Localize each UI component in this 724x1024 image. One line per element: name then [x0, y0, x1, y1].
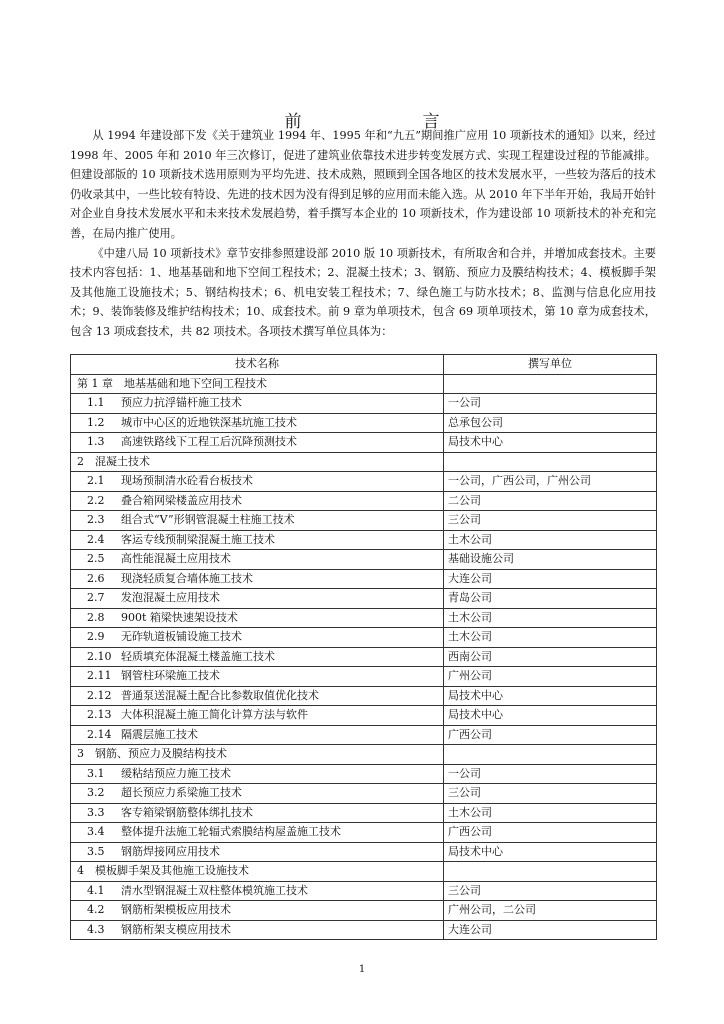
author-unit-cell: 二公司: [444, 491, 657, 511]
author-unit-cell: 土木公司: [444, 530, 657, 550]
tech-number: 2.9: [87, 630, 105, 644]
table-row: [71, 647, 657, 667]
tech-name-cell: [71, 628, 444, 648]
tech-number: 1.1: [87, 396, 105, 410]
author-unit-cell: 基础设施公司: [444, 550, 657, 570]
table-row: [71, 901, 657, 921]
tech-name-cell: [71, 725, 444, 745]
author-unit-cell: 土木公司: [444, 803, 657, 823]
tech-name: 现浇轻质复合墙体施工技术: [121, 571, 253, 585]
header-tech-name: 技术名称: [71, 355, 444, 375]
table-row: [71, 608, 657, 628]
tech-name-cell: [71, 491, 444, 511]
table-row: [71, 569, 657, 589]
author-unit-cell: 土木公司: [444, 608, 657, 628]
tech-name: 叠合箱网梁楼盖应用技术: [121, 493, 242, 507]
tech-name-cell: [71, 862, 444, 882]
table-row: [71, 472, 657, 492]
tech-number: 2.8: [87, 610, 105, 624]
tech-number: 3.1: [87, 766, 105, 780]
author-unit-cell: 广西公司: [444, 725, 657, 745]
tech-number: 2.7: [87, 591, 105, 605]
table-row: [71, 784, 657, 804]
tech-name-cell: [71, 686, 444, 706]
tech-name-cell: [71, 452, 444, 472]
author-unit-cell: 三公司: [444, 511, 657, 531]
tech-name: 发泡混凝土应用技术: [121, 591, 220, 605]
tech-name: 钢筋桁架支模应用技术: [121, 922, 231, 936]
tech-number: 2.13: [87, 708, 112, 722]
tech-name-cell: [71, 608, 444, 628]
chapter-row: [71, 374, 657, 394]
author-unit-cell: [444, 862, 657, 882]
table-row: [71, 686, 657, 706]
tech-name: 大体积混凝土施工简化计算方法与软件: [121, 708, 308, 722]
tech-name-cell: [71, 823, 444, 843]
tech-name-cell: [71, 511, 444, 531]
tech-name: 缓粘结预应力施工技术: [121, 766, 231, 780]
table-row: [71, 667, 657, 687]
table-row: [71, 433, 657, 453]
tech-name: 高速铁路线下工程工后沉降预测技术: [121, 435, 297, 449]
tech-number: 2.1: [87, 474, 105, 488]
tech-number: 2.4: [87, 532, 105, 546]
tech-name: 整体提升法施工轮辐式索膜结构屋盖施工技术: [121, 825, 341, 839]
author-unit-cell: 三公司: [444, 784, 657, 804]
tech-name: 城市中心区的近地铁深基坑施工技术: [121, 415, 297, 429]
chapter-title: 3 钢筋、预应力及膜结构技术: [77, 747, 227, 761]
tech-name-cell: [71, 647, 444, 667]
tech-number: 4.3: [87, 922, 105, 936]
table-row: [71, 803, 657, 823]
tech-name: 轻质填充体混凝土楼盖施工技术: [121, 649, 275, 663]
author-unit-cell: 广州公司，二公司: [444, 901, 657, 921]
table-row: [71, 881, 657, 901]
tech-name-cell: [71, 764, 444, 784]
table-row: [71, 725, 657, 745]
table-row: [71, 628, 657, 648]
author-unit-cell: 一公司: [444, 394, 657, 414]
author-unit-cell: 青岛公司: [444, 589, 657, 609]
tech-name-cell: [71, 433, 444, 453]
author-unit-cell: 总承包公司: [444, 413, 657, 433]
author-unit-cell: 大连公司: [444, 920, 657, 940]
chapter-title: 第 1 章 地基基础和地下空间工程技术: [77, 376, 267, 390]
tech-name-cell: [71, 589, 444, 609]
tech-name-cell: [71, 842, 444, 862]
preface-paragraph-2: 《中建八局 10 项新技术》章节安排参照建设部 2010 版 10 项新技术，有所取舍和合并，并增加成套技术。主要技术内容包括：1、地基基础和地下空间工程技术；2、混凝土技术；3、钢筋、预应力及膜结构技术；4、模板脚手架及其他施工设施技术；5、钢结构技术；6、机电安装工程技术；7、绿色施工与防水技术；8、监测与信息化应用技术；9、装饰装修及维护结构技术；10、成套技术。前 9 章为单项技术，包含 69 项单项技术，第 10 章为成套技术，包含 13 项成套技术，共 82 项技术。各项技术撰写单位具体为：: [70, 246, 656, 338]
tech-name: 客运专线预制梁混凝土施工技术: [121, 532, 275, 546]
tech-number: 3.2: [87, 786, 105, 800]
tech-name-cell: [71, 667, 444, 687]
author-unit-cell: 一公司: [444, 764, 657, 784]
tech-name: 钢筋焊接网应用技术: [121, 844, 220, 858]
chapter-title: 2 混凝土技术: [77, 454, 150, 468]
tech-name-cell: [71, 784, 444, 804]
table-row: [71, 530, 657, 550]
tech-name: 高性能混凝土应用技术: [121, 552, 231, 566]
table-row: [71, 491, 657, 511]
author-unit-cell: 一公司，广西公司，广州公司: [444, 472, 657, 492]
author-unit-cell: 广西公司: [444, 823, 657, 843]
tech-name-cell: [71, 881, 444, 901]
tech-name-cell: [71, 530, 444, 550]
tech-name-cell: [71, 920, 444, 940]
tech-name-cell: [71, 413, 444, 433]
table-row: [71, 842, 657, 862]
author-unit-cell: [444, 745, 657, 765]
tech-number: 2.11: [87, 669, 112, 683]
tech-number: 3.5: [87, 844, 105, 858]
table-row: [71, 511, 657, 531]
tech-name-cell: [71, 803, 444, 823]
tech-name-cell: [71, 374, 444, 394]
table-row: [71, 823, 657, 843]
tech-number: 1.2: [87, 415, 105, 429]
tech-name: 900t 箱梁快速架设技术: [121, 610, 238, 624]
author-unit-cell: 大连公司: [444, 569, 657, 589]
author-unit-cell: 西南公司: [444, 647, 657, 667]
table-row: [71, 413, 657, 433]
tech-number: 2.14: [87, 727, 112, 741]
tech-name-cell: [71, 550, 444, 570]
author-unit-cell: 局技术中心: [444, 433, 657, 453]
tech-name: 客专箱梁钢筋整体绑扎技术: [121, 805, 253, 819]
tech-name: 隔震层施工技术: [121, 727, 198, 741]
tech-name: 钢筋桁架模板应用技术: [121, 903, 231, 917]
tech-name: 清水型钢混凝土双柱整体模筑施工技术: [121, 883, 308, 897]
tech-name-cell: [71, 745, 444, 765]
page-number: 1: [358, 964, 366, 975]
tech-number: 2.5: [87, 552, 105, 566]
author-unit-cell: 广州公司: [444, 667, 657, 687]
preface-body: [70, 126, 656, 342]
table-header-row: [71, 355, 657, 375]
tech-name: 无砟轨道板铺设施工技术: [121, 630, 242, 644]
chapter-row: [71, 862, 657, 882]
tech-name-cell: [71, 706, 444, 726]
tech-name: 超长预应力系梁施工技术: [121, 786, 242, 800]
author-unit-cell: 土木公司: [444, 628, 657, 648]
tech-name-cell: [71, 901, 444, 921]
table-row: [71, 550, 657, 570]
author-unit-cell: 三公司: [444, 881, 657, 901]
tech-number: 3.3: [87, 805, 105, 819]
table-body: [71, 374, 657, 940]
table-row: [71, 764, 657, 784]
table-row: [71, 920, 657, 940]
tech-name: 普通泵送混凝土配合比参数取值优化技术: [121, 688, 319, 702]
author-unit-cell: 局技术中心: [444, 706, 657, 726]
author-unit-cell: 局技术中心: [444, 686, 657, 706]
tech-name: 组合式“V”形钢管混凝土柱施工技术: [121, 513, 295, 527]
author-unit-cell: [444, 452, 657, 472]
tech-name-cell: [71, 569, 444, 589]
author-unit-cell: [444, 374, 657, 394]
chapter-row: [71, 745, 657, 765]
page-title: 前 言: [284, 112, 492, 133]
author-unit-cell: 局技术中心: [444, 842, 657, 862]
table-row: [71, 589, 657, 609]
tech-name-cell: [71, 472, 444, 492]
tech-name: 预应力抗浮锚杆施工技术: [121, 396, 242, 410]
table-row: [71, 706, 657, 726]
chapter-title: 4 模板脚手架及其他施工设施技术: [77, 864, 249, 878]
tech-name: 钢管柱环梁施工技术: [121, 669, 220, 683]
tech-number: 1.3: [87, 435, 105, 449]
tech-number: 3.4: [87, 825, 105, 839]
tech-number: 2.12: [87, 688, 112, 702]
tech-number: 2.6: [87, 571, 105, 585]
tech-name-cell: [71, 394, 444, 414]
table-row: [71, 394, 657, 414]
tech-table: [70, 354, 657, 940]
header-author-unit: 撰写单位: [444, 355, 657, 375]
tech-number: 2.10: [87, 649, 112, 663]
tech-number: 4.1: [87, 883, 105, 897]
chapter-row: [71, 452, 657, 472]
tech-number: 4.2: [87, 903, 105, 917]
tech-number: 2.3: [87, 513, 105, 527]
tech-number: 2.2: [87, 493, 105, 507]
tech-name: 现场预制清水砼看台板技术: [121, 474, 253, 488]
preface-paragraph-1: 从 1994 年建设部下发《关于建筑业 1994 年、1995 年和“九五”期间推广应用 10 项新技术的通知》以来，经过 1998 年、2005 年和 2010 年三次修订，促进了建筑业依靠技术进步转变发展方式、实现工程建设过程的节能减排。但建设部版的 10 项新技术选用原则为平均先进、技术成熟，照顾到全国各地区的技术发展水平，一些较为落后的技术仍收录其中，一些比较有特设、先进的技术因为没有得到足够的应用而未能入选。从 2010 年下半年开始，我局开始针对企业自身技术发展水平和未来技术发展趋势，着手撰写本企业的 10 项新技术，作为建设部 10 项新技术的补充和完善，在局内推广使用。: [70, 129, 656, 240]
